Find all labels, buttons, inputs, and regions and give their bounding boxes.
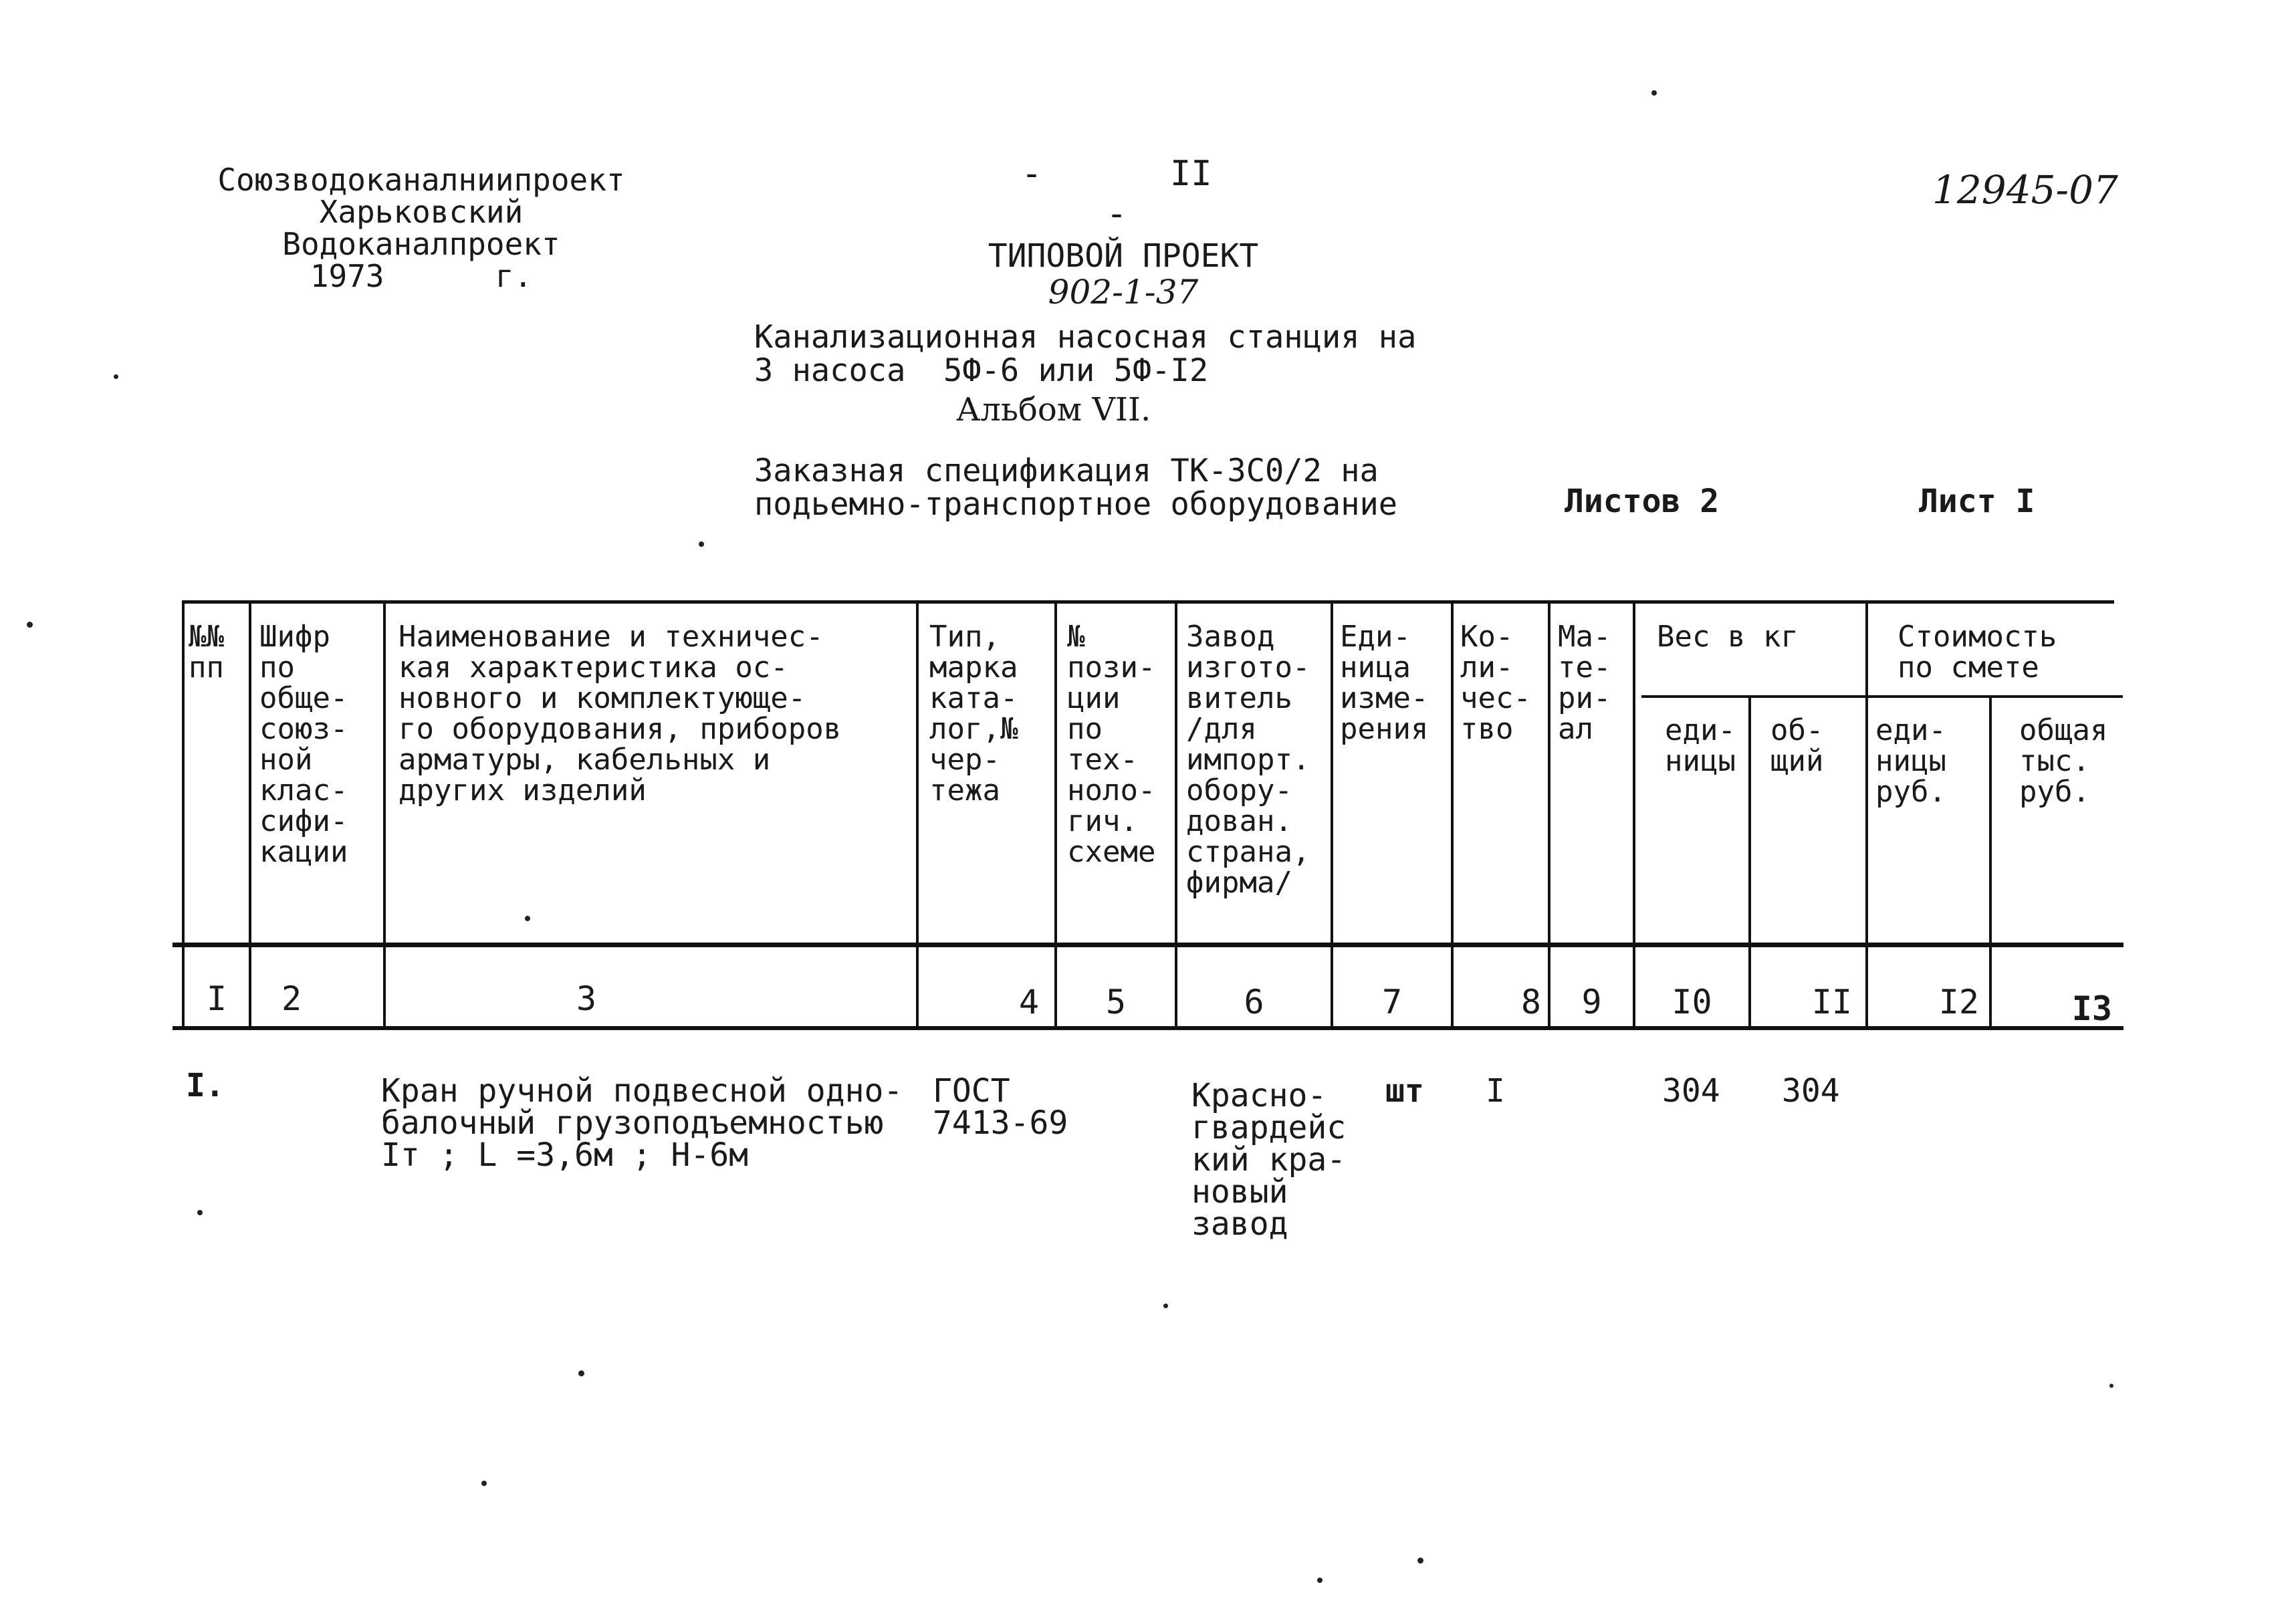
- numbers-bottom-line: [173, 1026, 2123, 1030]
- column-number-2: 2: [281, 979, 302, 1018]
- spec-line-1: Заказная спецификация ТК-3С0/2 на: [754, 453, 1379, 489]
- speck: [525, 916, 530, 921]
- column-number-10: I0: [1672, 983, 1712, 1021]
- group-divider-line: [1641, 695, 2123, 698]
- specification-title: [754, 455, 1397, 521]
- col-line-9: [1548, 600, 1551, 1028]
- column-number-11: II: [1811, 983, 1852, 1021]
- header-quantity: Ко- ли- чес- тво: [1460, 620, 1531, 746]
- column-number-7: 7: [1381, 983, 1403, 1021]
- project-description: [754, 321, 1416, 388]
- speck: [27, 622, 33, 628]
- column-number-5: 5: [1105, 983, 1127, 1021]
- speck: [1317, 1578, 1323, 1583]
- album-label: Альбом VII.: [956, 391, 1151, 428]
- project-code: 902-1-37: [1048, 273, 1199, 312]
- col-line-12: [1865, 600, 1868, 1028]
- header-name-characteristics: Наименование и техничес- кая характеристика ос- новного и комплектующе- го оборудования, приборов арматуры, кабельных и других изделий: [398, 620, 842, 808]
- header-manufacturer: Завод изгото- витель /для импорт. обору- дован. страна, фирма/: [1186, 620, 1310, 900]
- column-number-8: 8: [1520, 983, 1541, 1021]
- header-row-number: №№ пп: [189, 620, 224, 685]
- speck: [578, 1370, 584, 1376]
- org-line-1: Союзводоканалниипроект: [217, 162, 625, 198]
- col-line-3: [383, 600, 386, 1028]
- header-unit: Еди- ница изме- рения: [1340, 620, 1429, 746]
- speck: [2109, 1384, 2113, 1388]
- col-line-4: [916, 600, 919, 1028]
- description-line-2: 3 насоса 5Ф-6 или 5Ф-I2: [754, 352, 1209, 389]
- row-type: ГОСТ 7413-69: [933, 1072, 1068, 1142]
- row-weight-unit: 304: [1662, 1072, 1720, 1110]
- page-dash-left: -: [1021, 154, 1042, 194]
- header-material: Ма- те- ри- ал: [1558, 620, 1611, 746]
- speck: [114, 374, 118, 379]
- column-number-6: 6: [1244, 983, 1264, 1021]
- table-top-line: [182, 600, 2114, 604]
- col-line-7: [1331, 600, 1333, 1028]
- col-line-5: [1054, 600, 1057, 1028]
- header-cost-total: общая тыс. руб.: [2019, 713, 2108, 809]
- org-line-4: 1973 г.: [310, 258, 533, 294]
- row-number: I.: [186, 1067, 225, 1104]
- header-bottom-line: [173, 943, 2123, 947]
- project-type: ТИПОВОЙ ПРОЕКТ: [988, 237, 1259, 275]
- column-number-4: 4: [1018, 983, 1039, 1021]
- col-line-11: [1748, 697, 1751, 1028]
- page-number: [949, 154, 1284, 234]
- page-number-value: II: [1170, 154, 1212, 194]
- organization-block: [194, 164, 649, 292]
- speck: [1651, 90, 1657, 96]
- col-line-1: [182, 600, 185, 1028]
- speck: [1163, 1304, 1168, 1308]
- row-manufacturer: Красно- гвардейс кий кра- новый завод: [1191, 1077, 1347, 1243]
- header-type-catalog: Тип, марка ката- лог,№ чер- тежа: [929, 620, 1018, 808]
- row-name: Кран ручной подвесной одно- балочный грузоподъемностью Iт ; L =3,6м ; Н-6м: [381, 1072, 903, 1174]
- row-quantity: I: [1486, 1072, 1505, 1110]
- column-number-1: I: [206, 979, 227, 1018]
- description-line-1: Канализационная насосная станция на: [754, 319, 1417, 356]
- col-line-2: [249, 600, 251, 1028]
- col-line-8: [1451, 600, 1454, 1028]
- header-classification-code: Шифр по обще- союз- ной клас- сифи- кации: [259, 620, 348, 869]
- spec-line-2: подьемно-транспортное оборудование: [754, 486, 1398, 523]
- header-cost-group: Стоимость по смете: [1898, 620, 2057, 685]
- column-number-9: 9: [1581, 983, 1602, 1021]
- speck: [1417, 1558, 1423, 1564]
- sheets-total: Листов 2: [1565, 483, 1720, 520]
- speck: [699, 541, 704, 547]
- speck: [481, 1481, 487, 1486]
- row-weight-total: 304: [1782, 1072, 1840, 1110]
- header-cost-unit: еди- ницы руб.: [1875, 713, 1946, 809]
- row-unit: шт: [1385, 1072, 1424, 1110]
- column-number-3: 3: [576, 979, 597, 1018]
- header-position: № пози- ции по тех- ноло- гич. схеме: [1067, 620, 1156, 869]
- page-dash-right: -: [1106, 194, 1127, 234]
- sheet-current: Лист I: [1919, 483, 2035, 520]
- column-number-13: I3: [2071, 989, 2112, 1028]
- col-line-13: [1989, 697, 1992, 1028]
- col-line-10: [1633, 600, 1635, 1028]
- org-line-2: Харьковский: [319, 194, 524, 230]
- document-number: 12945-07: [1932, 167, 2118, 213]
- speck: [197, 1210, 203, 1215]
- header-weight-total: об- щий: [1770, 713, 1824, 778]
- org-line-3: Водоканалпроект: [282, 226, 560, 262]
- column-number-12: I2: [1938, 983, 1979, 1021]
- header-weight-unit: еди- ницы: [1665, 713, 1736, 778]
- header-weight-group: Вес в кг: [1657, 620, 1799, 654]
- col-line-6: [1175, 600, 1177, 1028]
